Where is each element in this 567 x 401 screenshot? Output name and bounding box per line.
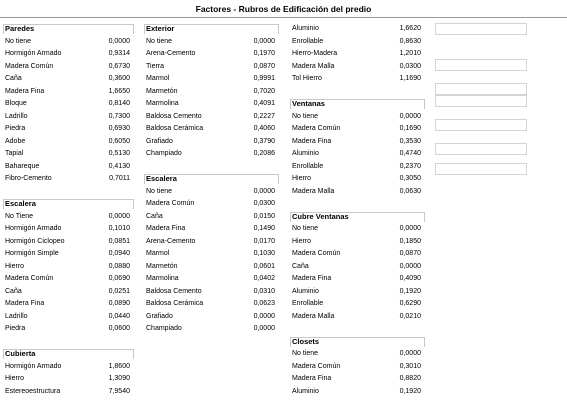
factor-row: [290, 186, 425, 199]
factor-value: 0,1490: [253, 225, 275, 232]
factor-row: [3, 98, 134, 111]
factor-value: 0,4090: [399, 275, 421, 282]
factor-label: No tiene: [292, 350, 319, 357]
factor-value: 1,1690: [399, 75, 421, 82]
factor-label: Marmol: [146, 75, 170, 82]
factor-label: No tiene: [146, 187, 173, 195]
section-heading: [3, 198, 134, 211]
factor-row: [144, 248, 279, 261]
factor-label: Madera Fina: [292, 275, 332, 282]
factor-row: [3, 136, 134, 149]
empty-cell: [435, 83, 527, 95]
factor-value: 0,0210: [399, 312, 421, 320]
factor-value: 0,1030: [253, 250, 275, 257]
factor-label: Hierro: [292, 237, 312, 245]
factor-row: [290, 361, 425, 374]
factor-row: [3, 361, 134, 374]
section-heading-label: Paredes: [5, 24, 35, 33]
factor-value: 0,2370: [399, 162, 421, 170]
factor-row: [3, 73, 134, 86]
factor-value: 0,0870: [253, 62, 275, 70]
factor-value: 0,4091: [253, 100, 275, 107]
factor-label: Madera Fina: [292, 375, 332, 382]
section-heading: [290, 336, 425, 349]
factor-label: Baldosa Cerámica: [146, 300, 204, 307]
factor-row: [3, 211, 134, 224]
factor-value: 0,2086: [253, 150, 275, 157]
empty-cell: [435, 23, 527, 35]
factor-row: [144, 323, 279, 336]
spacer: [3, 336, 134, 349]
factor-label: Piedra: [5, 125, 26, 132]
factor-value: 0,0000: [253, 37, 275, 45]
factor-row: [3, 36, 134, 49]
factor-value: 1,3090: [108, 375, 130, 382]
factor-label: Caña: [292, 262, 309, 270]
factor-row: [290, 248, 425, 261]
factor-row: [3, 148, 134, 161]
factor-label: Madera Malla: [292, 187, 335, 195]
column-1: [3, 23, 134, 398]
factor-value: 0,0000: [253, 312, 275, 320]
factor-value: 0,8820: [399, 375, 421, 382]
factor-label: Estereoestructura: [5, 387, 61, 395]
factor-label: Hormigón Ciclopeo: [5, 237, 65, 245]
column-2: [144, 23, 279, 336]
factor-label: No Tiene: [5, 212, 34, 220]
factor-value: 0,7020: [253, 87, 275, 95]
factor-value: 0,0000: [399, 112, 421, 120]
section-heading: [3, 23, 134, 36]
factor-label: Caña: [5, 287, 22, 295]
factor-row: [3, 61, 134, 74]
section-heading: [144, 23, 279, 36]
factor-value: 0,0000: [399, 262, 421, 270]
empty-cell: [435, 143, 527, 155]
factor-row: [144, 61, 279, 74]
factor-row: [144, 223, 279, 236]
factor-value: 0,7300: [108, 112, 130, 120]
factor-label: Hormigón Armado: [5, 50, 62, 57]
factor-label: No tiene: [146, 37, 173, 45]
factor-row: [3, 261, 134, 274]
empty-cell: [435, 59, 527, 71]
factor-label: Aluminio: [292, 287, 319, 295]
factor-label: No tiene: [292, 112, 319, 120]
factor-label: Madera Común: [5, 62, 54, 70]
factor-label: Bloque: [5, 100, 27, 107]
section-heading: [144, 173, 279, 186]
factor-row: [3, 111, 134, 124]
factor-label: Arena-Cemento: [146, 237, 196, 245]
factor-label: Madera Común: [146, 200, 195, 207]
factor-value: 0,9991: [253, 75, 275, 82]
factor-label: Tol Hierro: [292, 75, 322, 82]
factor-row: [290, 61, 425, 74]
factor-row: [144, 36, 279, 49]
factor-label: Madera Común: [292, 125, 341, 132]
factor-row: [144, 261, 279, 274]
factor-label: Tapial: [5, 150, 24, 157]
section-heading: [290, 211, 425, 224]
factor-value: 0,9314: [108, 50, 130, 57]
factor-row: [144, 48, 279, 61]
factor-row: [3, 298, 134, 311]
factor-row: [290, 273, 425, 286]
factor-row: [290, 48, 425, 61]
empty-cell: [435, 163, 527, 175]
factor-value: 0,4740: [399, 150, 421, 157]
factor-value: 0,6930: [108, 125, 130, 132]
factor-value: 0,3050: [399, 175, 421, 182]
section-heading-label: Exterior: [146, 24, 175, 33]
factor-label: Piedra: [5, 325, 26, 332]
page-title: Factores - Rubros de Edificación del predio: [0, 0, 567, 18]
factor-value: 0,0880: [108, 262, 130, 270]
factor-row: [290, 373, 425, 386]
factor-value: 0,0300: [399, 62, 421, 70]
factor-value: 0,0440: [108, 312, 130, 320]
factor-label: Enrollable: [292, 300, 324, 307]
factor-value: 0,3530: [399, 137, 421, 145]
factor-value: 0,0600: [108, 325, 130, 332]
factor-value: 0,6050: [108, 137, 130, 145]
factor-label: Champiado: [146, 325, 182, 332]
factor-row: [290, 23, 425, 36]
factor-row: [290, 111, 425, 124]
factor-label: Madera Común: [292, 250, 341, 257]
factor-row: [144, 98, 279, 111]
factor-value: 0,0000: [108, 212, 130, 220]
factor-value: 0,1970: [253, 50, 275, 57]
factor-value: 0,4130: [108, 162, 130, 170]
spacer: [290, 323, 425, 336]
factor-value: 0,0150: [253, 212, 275, 220]
factor-value: 0,2227: [253, 112, 275, 120]
factor-row: [3, 373, 134, 386]
factor-label: Baldosa Cerámica: [146, 125, 204, 132]
factor-row: [144, 298, 279, 311]
factor-row: [144, 73, 279, 86]
factor-label: Madera Fina: [5, 87, 45, 95]
factor-value: 0,0000: [399, 350, 421, 357]
empty-cell: [435, 119, 527, 131]
column-3: [290, 23, 425, 398]
factor-row: [290, 123, 425, 136]
factor-label: Caña: [5, 75, 22, 82]
factor-row: [290, 148, 425, 161]
factor-label: Ladrillo: [5, 112, 28, 120]
factor-row: [3, 386, 134, 399]
factor-label: Hormigón Armado: [5, 362, 62, 370]
factor-value: 0,0690: [108, 275, 130, 282]
factor-value: 0,0170: [253, 237, 275, 245]
factor-value: 0,0870: [399, 250, 421, 257]
factor-label: Hierro: [292, 175, 312, 182]
factor-row: [3, 273, 134, 286]
factor-label: Hormigón Simple: [5, 250, 59, 257]
factor-row: [144, 186, 279, 199]
factor-row: [144, 198, 279, 211]
factor-value: 0,8630: [399, 37, 421, 45]
section-heading-label: Cubre Ventanas: [292, 211, 349, 221]
factor-label: Aluminio: [292, 150, 319, 157]
factor-label: Madera Común: [5, 275, 54, 282]
spacer: [290, 86, 425, 99]
factor-value: 0,1690: [399, 125, 421, 132]
factor-label: Madera Malla: [292, 62, 335, 70]
factor-row: [290, 298, 425, 311]
factor-label: Madera Fina: [146, 225, 186, 232]
factor-value: 1,6620: [399, 25, 421, 32]
factor-row: [144, 211, 279, 224]
factor-row: [290, 136, 425, 149]
factor-value: 0,0623: [253, 300, 275, 307]
factor-value: 0,0000: [399, 225, 421, 232]
factor-label: Aluminio: [292, 387, 319, 395]
factor-label: Madera Fina: [292, 137, 332, 145]
factor-row: [144, 286, 279, 299]
factor-row: [144, 136, 279, 149]
factor-value: 7,9540: [108, 387, 130, 395]
factor-value: 0,3010: [399, 362, 421, 370]
factor-label: Caña: [146, 212, 163, 220]
factor-row: [3, 86, 134, 99]
factor-value: 0,0251: [108, 287, 130, 295]
factor-row: [3, 223, 134, 236]
factor-row: [290, 348, 425, 361]
factor-label: Hierro: [5, 262, 25, 270]
factor-label: Fibro-Cemento: [5, 175, 52, 182]
factor-row: [3, 248, 134, 261]
factor-label: Madera Común: [292, 362, 341, 370]
factor-value: 0,0000: [108, 37, 130, 45]
section-heading-label: Escalera: [5, 199, 36, 208]
factor-value: 0,6290: [399, 300, 421, 307]
factor-value: 0,0310: [253, 287, 275, 295]
factor-value: 0,0630: [399, 187, 421, 195]
factor-label: No tiene: [292, 225, 319, 232]
factor-row: [290, 386, 425, 399]
factor-label: No tiene: [5, 37, 32, 45]
factor-row: [290, 36, 425, 49]
factor-label: Grafiado: [146, 137, 173, 145]
factor-row: [290, 73, 425, 86]
factor-row: [3, 161, 134, 174]
factor-value: 0,8140: [108, 100, 130, 107]
factor-row: [144, 111, 279, 124]
factor-label: Bahareque: [5, 162, 40, 170]
section-heading-label: Cubierta: [5, 349, 36, 358]
factor-row: [144, 86, 279, 99]
factor-value: 1,6650: [108, 87, 130, 95]
factor-label: Aluminio: [292, 25, 319, 32]
factor-value: 0,7011: [109, 175, 130, 182]
factor-row: [290, 236, 425, 249]
section-heading: [290, 98, 425, 111]
empty-cell: [435, 95, 527, 107]
factor-row: [290, 173, 425, 186]
factor-label: Madera Fina: [5, 300, 45, 307]
factor-row: [290, 311, 425, 324]
factor-row: [290, 161, 425, 174]
factor-row: [290, 223, 425, 236]
factor-label: Marmol: [146, 250, 170, 257]
factor-label: Hierro: [5, 375, 25, 382]
factor-row: [3, 286, 134, 299]
factor-row: [144, 273, 279, 286]
factor-value: 0,0940: [108, 250, 130, 257]
factor-label: Ladrillo: [5, 312, 28, 320]
factor-value: 0,0000: [253, 325, 275, 332]
factor-row: [290, 286, 425, 299]
factor-label: Marmolina: [146, 275, 179, 282]
factor-label: Marmetón: [146, 87, 178, 95]
factor-value: 0,3790: [253, 137, 275, 145]
factor-value: 0,0000: [253, 187, 275, 195]
factor-label: Marmolina: [146, 100, 179, 107]
factor-value: 0,1010: [108, 225, 130, 232]
factor-label: Arena-Cemento: [146, 50, 196, 57]
factor-value: 0,1850: [399, 237, 421, 245]
section-heading-label: Ventanas: [292, 99, 325, 108]
factor-row: [3, 323, 134, 336]
factor-value: 1,2010: [399, 50, 421, 57]
section-heading-label: Escalera: [146, 174, 177, 183]
factor-row: [3, 123, 134, 136]
factor-value: 0,0402: [253, 275, 275, 282]
factor-label: Enrollable: [292, 37, 324, 45]
factor-row: [290, 261, 425, 274]
factor-row: [144, 148, 279, 161]
section-heading: [3, 348, 134, 361]
factor-value: 0,5130: [108, 150, 130, 157]
factor-row: [144, 123, 279, 136]
factor-label: Adobe: [5, 137, 26, 145]
factor-label: Baldosa Cemento: [146, 112, 202, 120]
factor-value: 0,0300: [253, 200, 275, 207]
factor-row: [144, 236, 279, 249]
factor-row: [3, 236, 134, 249]
factor-value: 0,3600: [108, 75, 130, 82]
factor-value: 0,0851: [108, 237, 130, 245]
factor-label: Marmetón: [146, 262, 178, 270]
factor-label: Champiado: [146, 150, 182, 157]
factor-value: 0,6730: [108, 62, 130, 70]
factor-label: Grafiado: [146, 312, 173, 320]
factor-value: 0,1920: [399, 387, 421, 395]
factor-label: Hormigón Armado: [5, 225, 62, 232]
factor-value: 0,0890: [108, 300, 130, 307]
factor-row: [3, 311, 134, 324]
factor-value: 0,1920: [399, 287, 421, 295]
spacer: [144, 161, 279, 174]
factor-row: [3, 48, 134, 61]
factor-value: 1,8600: [108, 362, 130, 370]
factor-label: Hierro-Madera: [292, 50, 338, 57]
section-heading-label: Closets: [292, 336, 320, 346]
factor-label: Madera Malla: [292, 312, 335, 320]
factor-row: [3, 173, 134, 186]
factor-value: 0,4060: [253, 125, 275, 132]
spacer: [290, 198, 425, 211]
factor-label: Enrollable: [292, 162, 324, 170]
factor-row: [144, 311, 279, 324]
factor-value: 0,0601: [253, 262, 275, 270]
factor-label: Tierra: [146, 62, 165, 70]
spacer: [3, 186, 134, 199]
factor-label: Baldosa Cemento: [146, 287, 202, 295]
